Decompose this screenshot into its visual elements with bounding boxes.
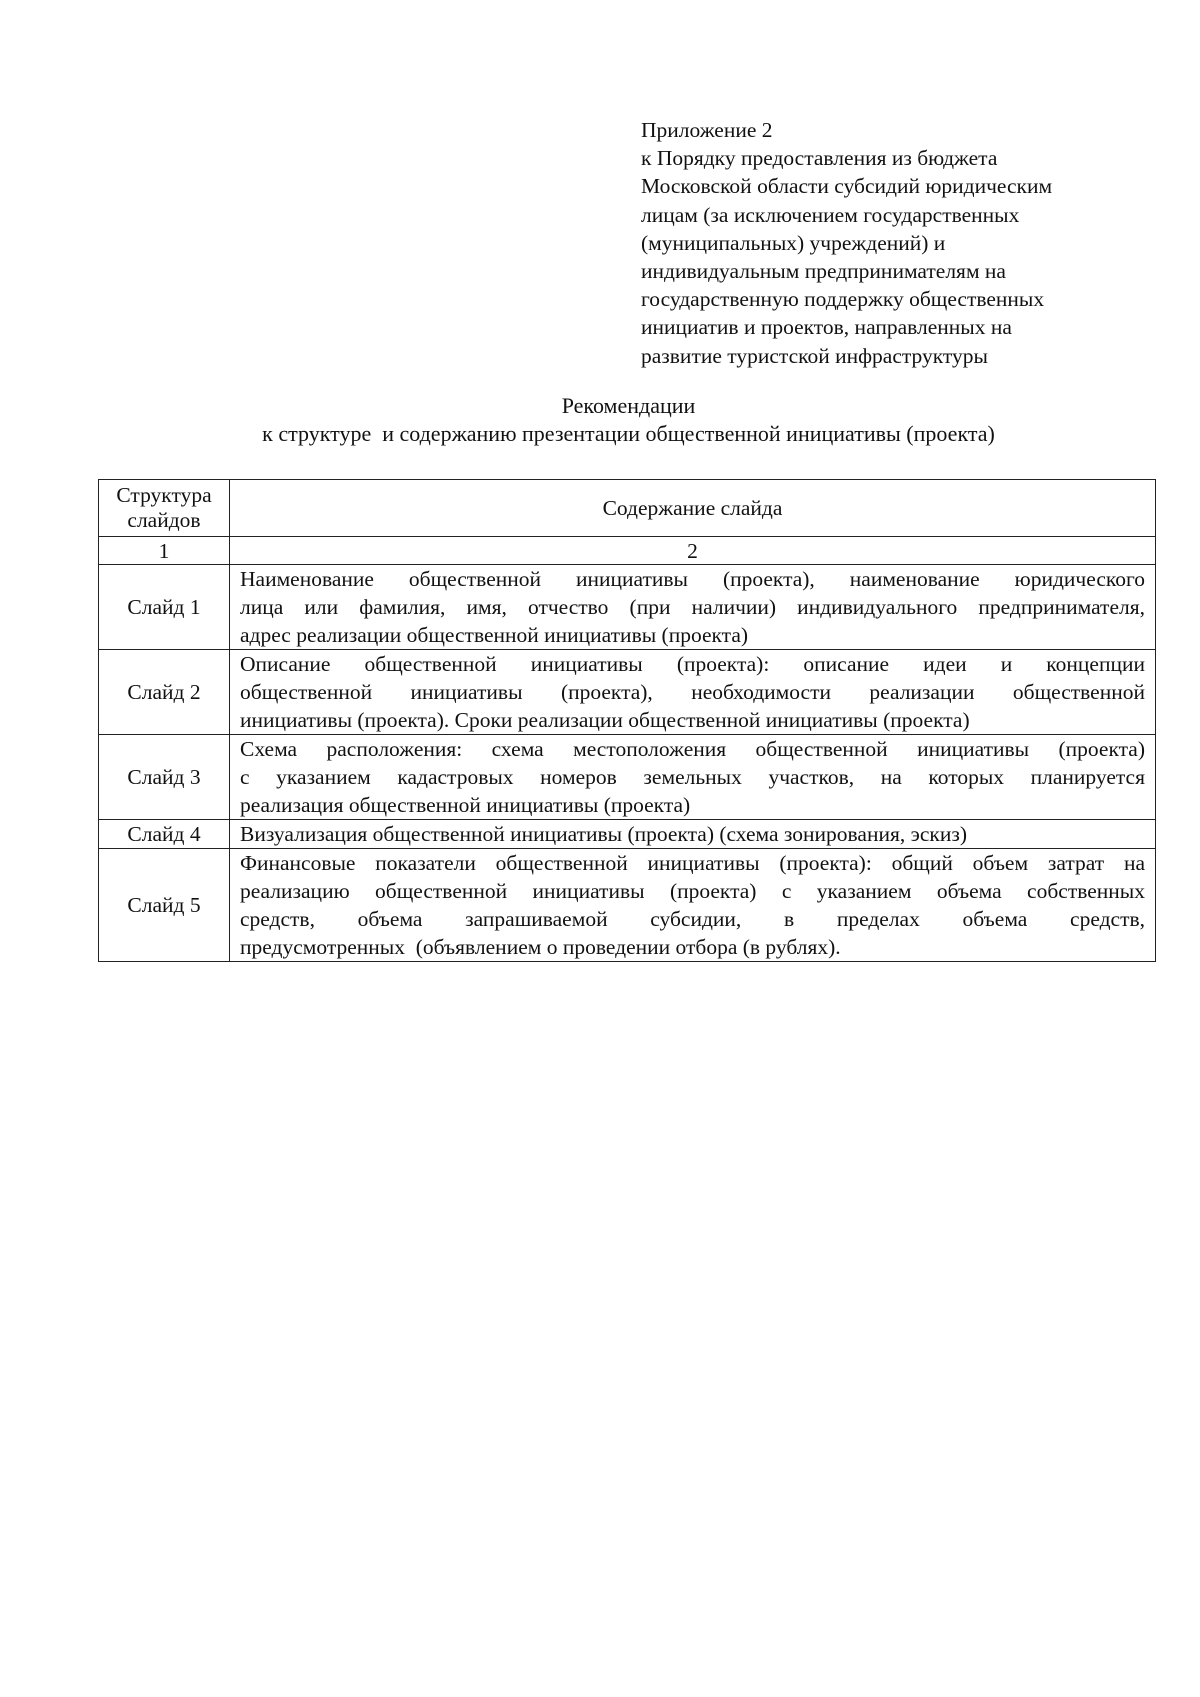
appendix-line: индивидуальным предпринимателям на: [641, 259, 1006, 284]
appendix-line: развитие туристской инфраструктуры: [641, 343, 988, 368]
slide-label: Слайд 3: [99, 735, 230, 820]
content-line: общественной инициативы (проекта), необходимости реализации общественной: [240, 680, 1145, 704]
content-line: Финансовые показатели общественной инициативы (проекта): общий объем затрат на: [240, 851, 1145, 875]
content-line: Описание общественной инициативы (проекта): описание идеи и концепции: [240, 652, 1145, 676]
slide-label: Слайд 5: [99, 849, 230, 962]
column-number: 2: [230, 537, 1156, 565]
slide-label: Слайд 2: [99, 650, 230, 735]
content-line: Схема расположения: схема местоположения общественной инициативы (проекта): [240, 737, 1145, 761]
appendix-block: [641, 116, 1161, 370]
appendix-line: инициатив и проектов, направленных на: [641, 315, 1012, 340]
header-content: Содержание слайда: [230, 480, 1156, 537]
slide-content: [230, 735, 1156, 820]
header-structure: Структура слайдов: [99, 480, 230, 537]
table-header-row: [99, 480, 1156, 537]
slide-content: [230, 820, 1156, 849]
content-line: предусмотренных (объявлением о проведении отбора (в рублях).: [240, 935, 841, 959]
document-heading: [0, 392, 1200, 448]
appendix-line: (муниципальных) учреждений) и: [641, 230, 946, 255]
table-row: [99, 849, 1156, 962]
slides-table: [98, 479, 1156, 962]
appendix-line: лицам (за исключением государственных: [641, 202, 1020, 227]
appendix-line: Московской области субсидий юридическим: [641, 174, 1053, 199]
table-row: [99, 820, 1156, 849]
content-line: Визуализация общественной инициативы (проекта) (схема зонирования, эскиз): [240, 822, 967, 846]
appendix-line: государственную поддержку общественных: [641, 287, 1045, 312]
table-row: [99, 565, 1156, 650]
column-number: 1: [99, 537, 230, 565]
appendix-line: Приложение 2: [641, 118, 773, 142]
slide-content: [230, 650, 1156, 735]
slide-label: Слайд 1: [99, 565, 230, 650]
content-line: лица или фамилия, имя, отчество (при наличии) индивидуального предпринимателя,: [240, 595, 1145, 619]
appendix-line: к Порядку предоставления из бюджета: [641, 146, 998, 171]
content-line: инициативы (проекта). Сроки реализации общественной инициативы (проекта): [240, 708, 970, 732]
content-line: с указанием кадастровых номеров земельных участков, на которых планируется: [240, 765, 1145, 789]
content-line: адрес реализации общественной инициативы (проекта): [240, 623, 749, 647]
table-row: [99, 650, 1156, 735]
content-line: реализация общественной инициативы (проекта): [240, 793, 691, 817]
document-subtitle: к структуре и содержанию презентации общественной инициативы (проекта): [262, 421, 995, 446]
content-line: средств, объема запрашиваемой субсидии, в пределах объема средств,: [240, 907, 1145, 931]
content-line: реализацию общественной инициативы (проекта) с указанием объема собственных: [240, 879, 1145, 903]
slide-label: Слайд 4: [99, 820, 230, 849]
slide-content: [230, 565, 1156, 650]
content-line: Наименование общественной инициативы (проекта), наименование юридического: [240, 567, 1145, 591]
document-title: Рекомендации: [561, 393, 696, 418]
table-number-row: [99, 537, 1156, 565]
table-row: [99, 735, 1156, 820]
slide-content: [230, 849, 1156, 962]
